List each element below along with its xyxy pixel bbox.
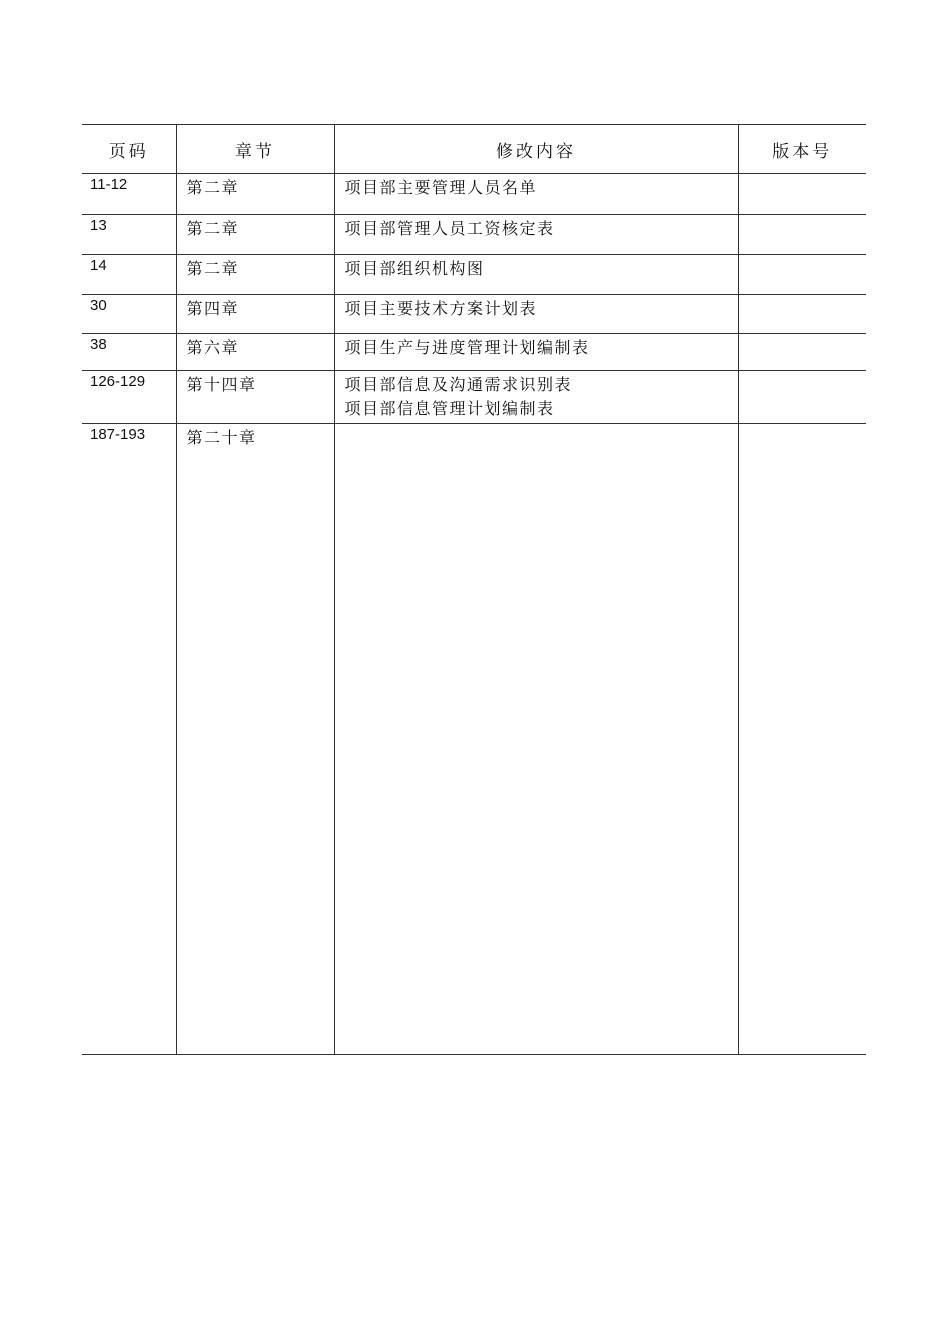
cell-page: 11-12	[82, 174, 176, 215]
header-chapter: 章节	[176, 125, 334, 174]
content-line: 项目部组织机构图	[344, 259, 485, 278]
table-header-row	[82, 125, 866, 174]
cell-content	[334, 295, 738, 334]
cell-content	[334, 424, 738, 1055]
header-page: 页码	[82, 125, 176, 174]
cell-content	[334, 215, 738, 255]
content-line: 项目部主要管理人员名单	[344, 178, 538, 197]
cell-version	[738, 215, 866, 255]
table-row	[82, 215, 866, 255]
cell-version	[738, 424, 866, 1055]
cell-chapter: 第六章	[176, 334, 334, 371]
table-row	[82, 334, 866, 371]
cell-chapter: 第二十章	[176, 424, 334, 1055]
cell-chapter: 第十四章	[176, 371, 334, 424]
cell-version	[738, 174, 866, 215]
cell-chapter: 第二章	[176, 215, 334, 255]
cell-chapter: 第二章	[176, 174, 334, 215]
cell-chapter: 第二章	[176, 255, 334, 295]
content-line: 项目主要技术方案计划表	[344, 299, 538, 318]
content-line: 项目生产与进度管理计划编制表	[344, 338, 590, 357]
cell-page: 30	[82, 295, 176, 334]
cell-content	[334, 334, 738, 371]
cell-content	[334, 174, 738, 215]
header-version: 版本号	[738, 125, 866, 174]
table-row	[82, 174, 866, 215]
cell-page: 14	[82, 255, 176, 295]
cell-version	[738, 334, 866, 371]
table-row	[82, 371, 866, 424]
cell-version	[738, 255, 866, 295]
revision-table	[82, 124, 866, 1055]
cell-content	[334, 255, 738, 295]
content-line: 项目部管理人员工资核定表	[344, 219, 555, 238]
cell-content	[334, 371, 738, 424]
cell-version	[738, 371, 866, 424]
cell-page: 187-193	[82, 424, 176, 1055]
cell-page: 13	[82, 215, 176, 255]
table-row	[82, 255, 866, 295]
content-line: 项目部信息管理计划编制表	[344, 399, 555, 418]
content-line: 项目部信息及沟通需求识别表	[344, 375, 573, 394]
table-row	[82, 424, 866, 1055]
cell-page: 38	[82, 334, 176, 371]
cell-version	[738, 295, 866, 334]
header-content: 修改内容	[334, 125, 738, 174]
table-row	[82, 295, 866, 334]
cell-chapter: 第四章	[176, 295, 334, 334]
cell-page: 126-129	[82, 371, 176, 424]
